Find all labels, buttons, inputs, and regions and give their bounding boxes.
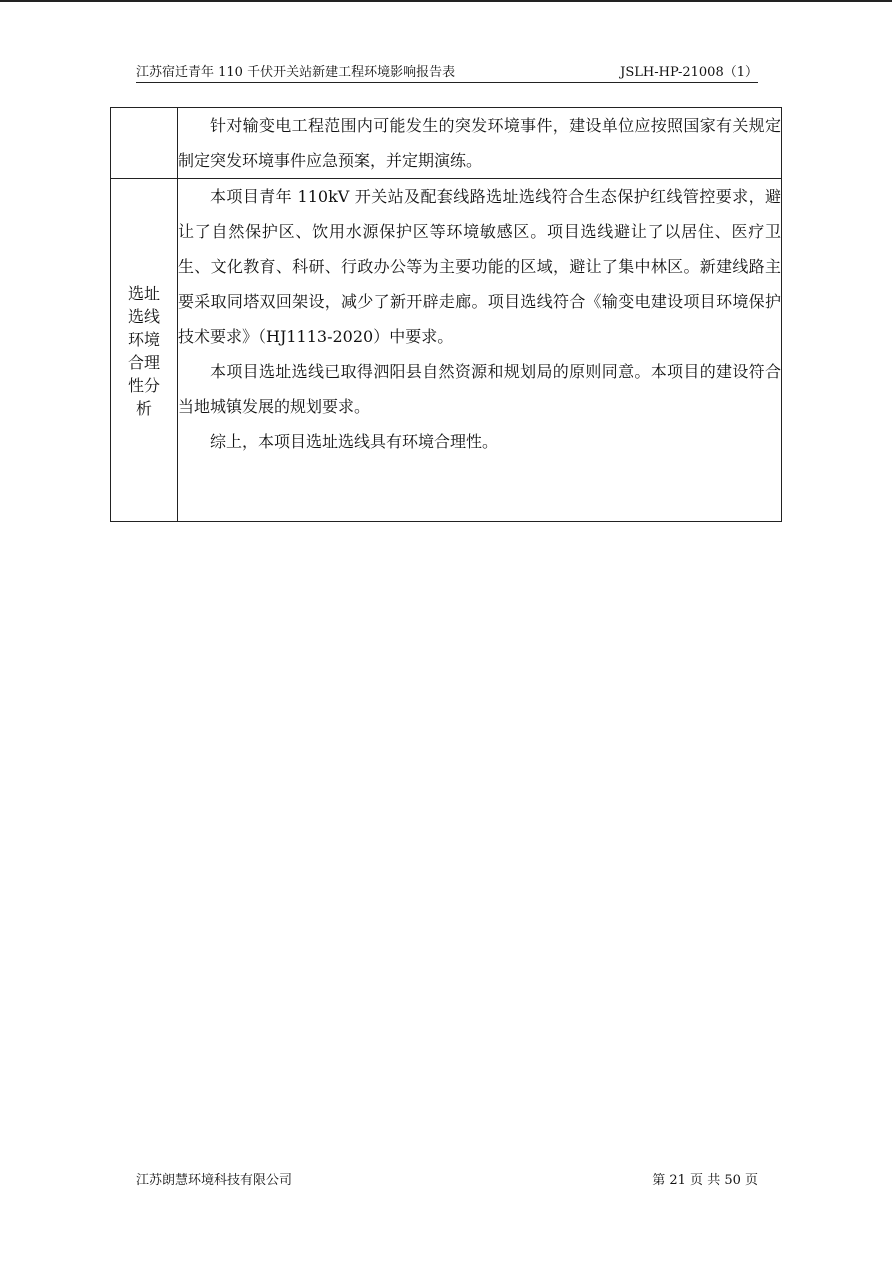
section-label-line: 选线 xyxy=(127,307,160,326)
section-label-line: 环境 xyxy=(127,330,160,349)
table-row xyxy=(111,108,782,179)
header-report-title: 江苏宿迁青年 110 千伏开关站新建工程环境影响报告表 xyxy=(136,65,456,80)
page-footer xyxy=(136,1172,758,1190)
row-content-cell xyxy=(178,179,782,522)
page-header xyxy=(136,64,758,83)
header-document-code: JSLH-HP-21008（1） xyxy=(620,65,758,80)
table-row xyxy=(111,179,782,522)
row-label-cell xyxy=(111,179,178,522)
row-content-cell xyxy=(178,108,782,179)
section-label-line: 合理 xyxy=(127,353,160,372)
paragraph: 针对输变电工程范围内可能发生的突发环境事件，建设单位应按照国家有关规定制定突发环境事件应急预案，并定期演练。 xyxy=(178,116,781,170)
section-label-line: 析 xyxy=(135,399,152,418)
report-table xyxy=(110,107,782,522)
footer-company-name: 江苏朗慧环境科技有限公司 xyxy=(136,1173,293,1188)
footer-page-number: 第 21 页 共 50 页 xyxy=(652,1173,758,1188)
paragraph: 本项目选址选线已取得泗阳县自然资源和规划局的原则同意。本项目的建设符合当地城镇发展的规划要求。 xyxy=(178,362,781,416)
section-label-line: 选址 xyxy=(127,284,160,303)
paragraph: 综上，本项目选址选线具有环境合理性。 xyxy=(210,432,499,451)
top-border-line xyxy=(0,0,892,2)
row-label-cell-empty xyxy=(111,108,178,179)
section-label-line: 性分 xyxy=(127,376,160,395)
paragraph: 本项目青年 110kV 开关站及配套线路选址选线符合生态保护红线管控要求，避让了自然保护区、饮用水源保护区等环境敏感区。项目选线避让了以居住、医疗卫生、文化教育、科研、行政办公等为主要功能的区域，避让了集中林区。新建线路主要采取同塔双回架设，减少了新开辟走廊。项目选线符合《输变电建设项目环境保护技术要求》（HJ1113-2020）中要求。 xyxy=(178,187,781,346)
section-label xyxy=(111,179,177,420)
